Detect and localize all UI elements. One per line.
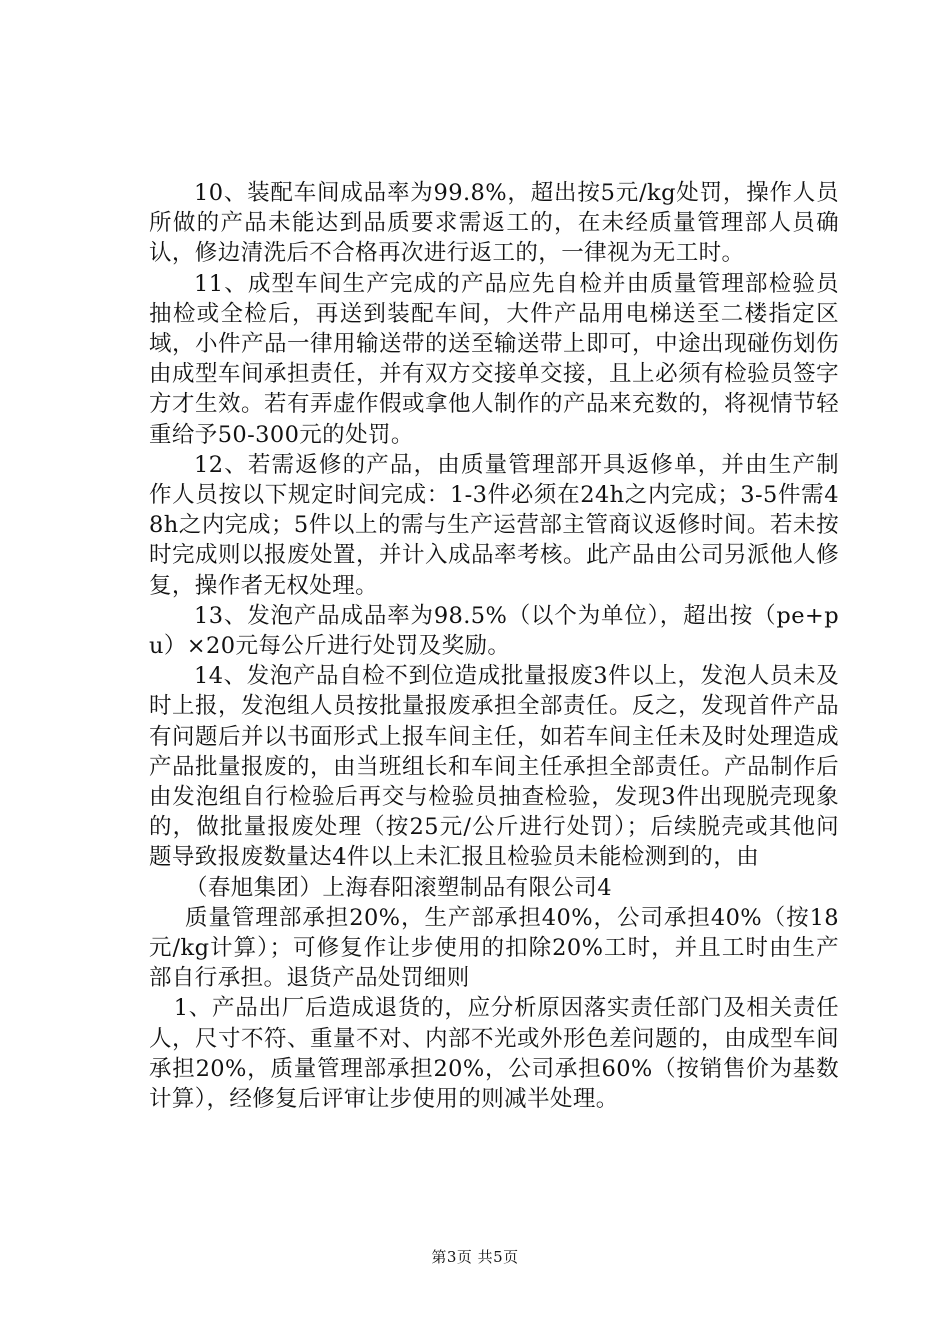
page-footer: 第3页 共5页 <box>431 1248 519 1266</box>
paragraph-item-11: 11、成型车间生产完成的产品应先自检并由质量管理部检验员抽检或全检后，再送到装配车间，大件产品用电梯送至二楼指定区域，小件产品一律用输送带的送至输送带上即可，中途出现碰伤划伤由成型车间承担责任，并有双方交接单交接，且上必须有检验员签字方才生效。若有弄虚作假或拿他人制作的产品来充数的，将视情节轻重给予50-300元的处罚。 <box>149 270 839 448</box>
paragraph-continuation: 质量管理部承担20%，生产部承担40%，公司承担40%（按18元/kg计算）；可修复作让步使用的扣除20%工时，并且工时由生产部自行承担。退货产品处罚细则 <box>149 904 839 992</box>
paragraph-item-13: 13、发泡产品成品率为98.5%（以个为单位），超出按（pe+pu）×20元每公斤进行处罚及奖励。 <box>149 602 839 660</box>
company-name-line: （春旭集团）上海春阳滚塑制品有限公司4 <box>185 874 612 901</box>
paragraph-item-14: 14、发泡产品自检不到位造成批量报废3件以上，发泡人员未及时上报，发泡组人员按批量报废承担全部责任。反之，发现首件产品有问题后并以书面形式上报车间主任，如若车间主任未及时处理造成产品批量报废的，由当班组长和车间主任承担全部责任。产品制作后由发泡组自行检验后再交与检验员抽查检验，发现3件出现脱壳现象的，做批量报废处理（按25元/公斤进行处罚）；后续脱壳或其他问题导致报废数量达4件以上未汇报且检验员未能检测到的，由 <box>149 663 839 871</box>
paragraph-item-12: 12、若需返修的产品，由质量管理部开具返修单，并由生产制作人员按以下规定时间完成：1-3件必须在24h之内完成；3-5件需48h之内完成；5件以上的需与生产运营部主管商议返修时间。若未按时完成则以报废处置，并计入成品率考核。此产品由公司另派他人修复，操作者无权处理。 <box>149 451 839 599</box>
document-body <box>149 178 839 1114</box>
paragraph-item-10: 10、装配车间成品率为99.8%，超出按5元/kg处罚，操作人员所做的产品未能达到品质要求需返工的，在未经质量管理部人员确认，修边清洗后不合格再次进行返工的，一律视为无工时。 <box>149 180 839 267</box>
paragraph-return-penalty-1: 1、产品出厂后造成退货的，应分析原因落实责任部门及相关责任人，尺寸不符、重量不对、内部不光或外形色差问题的，由成型车间承担20%，质量管理部承担20%，公司承担60%（按销售价为基数计算），经修复后评审让步使用的则减半处理。 <box>149 995 839 1113</box>
